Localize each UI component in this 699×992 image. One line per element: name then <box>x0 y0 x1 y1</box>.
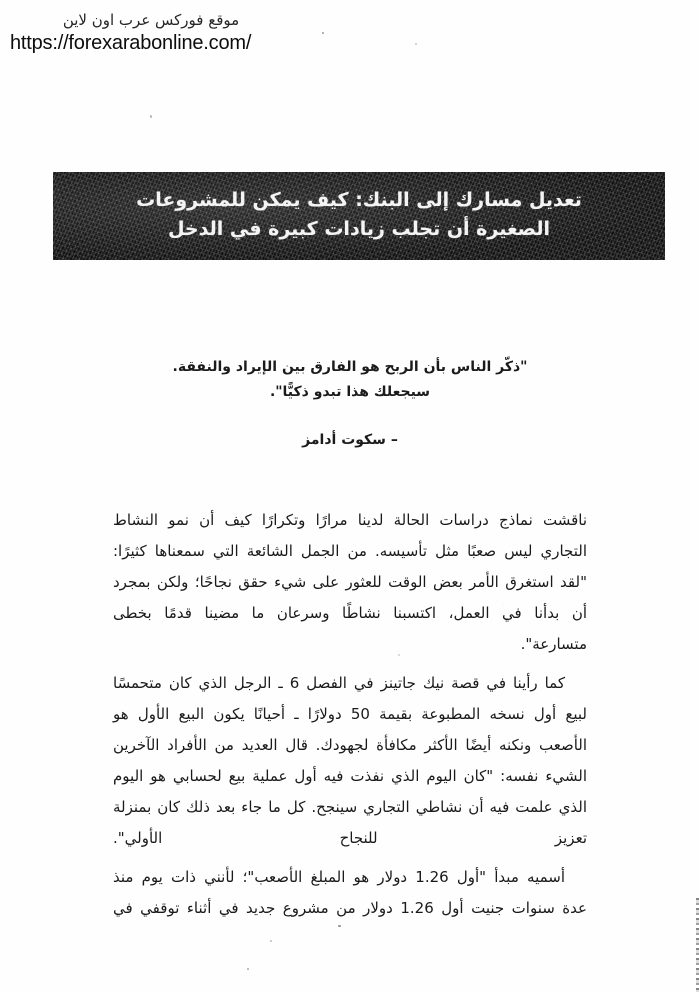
scan-speck <box>150 115 152 118</box>
quote-line-2: سيجعلك هذا تبدو ذكيًّا". <box>269 383 431 400</box>
scan-speck <box>270 940 272 942</box>
chapter-title-line-2: الصغيرة أن تجلب زيادات كبيرة في الدخل <box>167 218 551 240</box>
body-paragraph: كما رأينا في قصة نيك جاتينز في الفصل 6 ـ الرجل الذي كان متحمسًا لبيع أول نسخه المطبوعة بقيمة 50 دولارًا ـ أحيانًا يكون البيع الأول هو الأصعب ونكنه أيضًا الأكثر مكافأة لجهودك. قال العديد من الأفراد الآخرين الشيء نفسه: "كان اليوم الذي نفذت فيه أول عملية بيع لحسابي هو اليوم الذي علمت فيه أن نشاطي التجاري سينجح. كل ما جاء بعد ذلك كان بمنزلة تعزيز للنجاح الأولي". <box>113 674 587 847</box>
scan-speck <box>247 968 249 970</box>
chapter-title-banner <box>53 172 665 260</box>
body-paragraph: ناقشت نماذج دراسات الحالة لدينا مرارًا وتكرارًا كيف أن نمو النشاط التجاري ليس صعبًا مثل تأسيسه. من الجمل الشائعة التي سمعناها كثيرًا: "لقد استغرق الأمر بعض الوقت للعثور على شيء حقق نجاحًا؛ ولكن بمجرد أن بدأنا في العمل، اكتسبنا نشاطًا وسرعان ما مضينا قدمًا بخطى متسارعة". <box>113 511 587 653</box>
quote-line-1: "ذكّر الناس بأن الربح هو الفارق بين الإيراد والنفقة. <box>172 359 528 375</box>
body-text-column <box>113 505 587 932</box>
chapter-title-line-1: تعديل مسارك إلى البنك: كيف يمكن للمشروعات <box>136 188 582 211</box>
scan-speck <box>322 32 324 34</box>
watermark-header <box>6 10 306 55</box>
epigraph-quote <box>150 355 550 448</box>
body-paragraph: أسميه مبدأ "أول 1.26 دولار هو المبلغ الأصعب"؛ لأنني ذات يوم منذ عدة سنوات جنيت أول 1.26 دولار من مشروع جديد في أثناء توقفي في <box>113 868 587 917</box>
watermark-site-name: موقع فوركس عرب اون لاين <box>62 11 240 29</box>
quote-attribution: – سكوت أدامز <box>302 432 398 448</box>
scan-speck <box>415 43 417 45</box>
watermark-url[interactable]: https://forexarabonline.com/ <box>10 32 252 55</box>
